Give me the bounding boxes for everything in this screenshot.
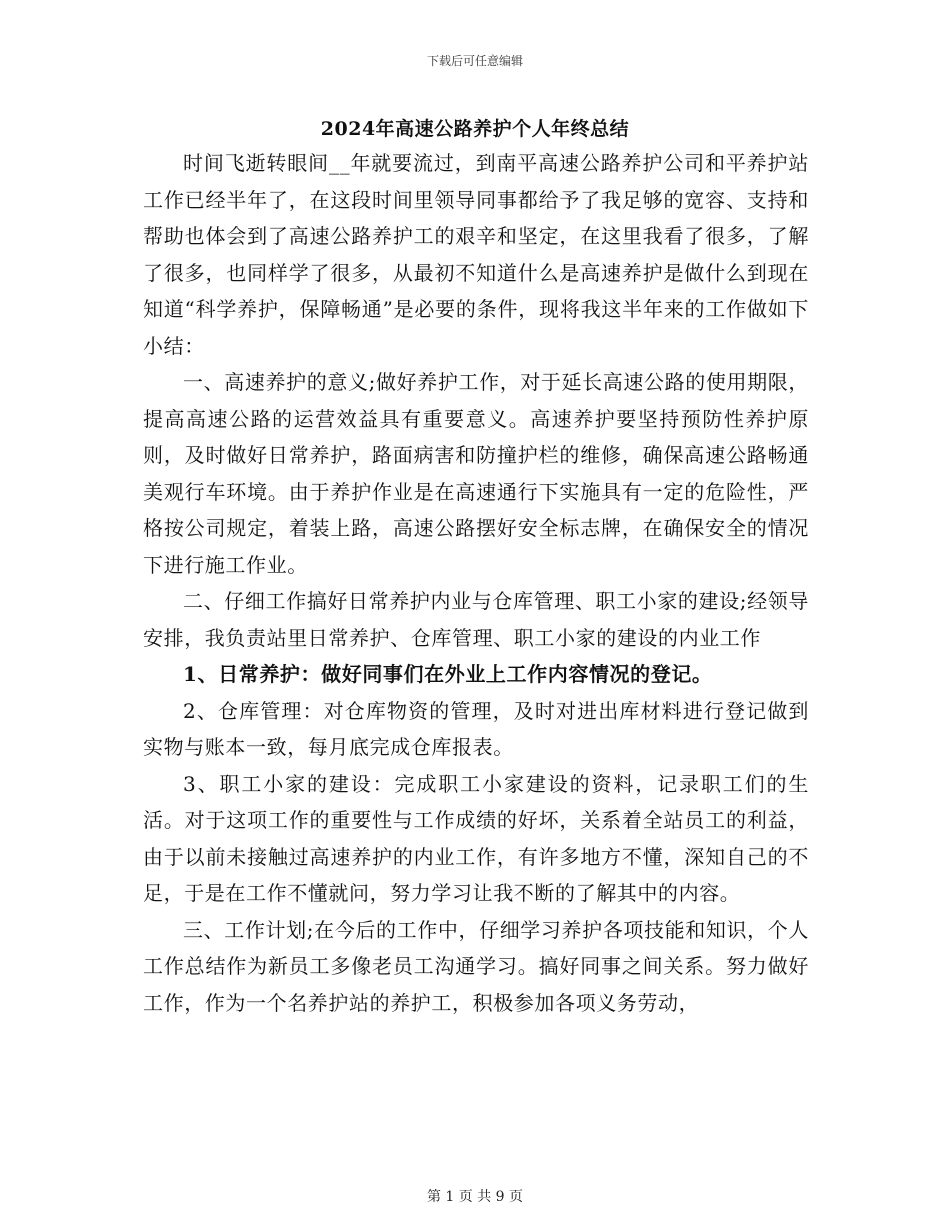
document-body xyxy=(143,145,809,1021)
paragraph-item-3: 3、职工小家的建设：完成职工小家建设的资料，记录职工们的生活。对于这项工作的重要性与工作成绩的好坏，关系着全站员工的利益，由于以前未接触过高速养护的内业工作，有许多地方不懂，深知自己的不足，于是在工作不懂就问，努力学习让我不断的了解其中的内容。 xyxy=(143,771,809,905)
document-title: 2024年高速公路养护个人年终总结 xyxy=(320,118,630,140)
paragraph-intro: 时间飞逝转眼间__年就要流过，到南平高速公路养护公司和平养护站工作已经半年了，在这段时间里领导同事都给予了我足够的宽容、支持和帮助也体会到了高速公路养护工的艰辛和坚定，在这里我看了很多，了解了很多，也同样学了很多，从最初不知道什么是高速养护是做什么到现在知道“科学养护，保障畅通”是必要的条件，现将我这半年来的工作做如下小结： xyxy=(143,151,809,358)
paragraph-section-3: 三、工作计划;在今后的工作中，仔细学习养护各项技能和知识，个人工作总结作为新员工多像老员工沟通学习。搞好同事之间关系。努力做好工作，作为一个名养护站的养护工，积极参加各项义务劳动， xyxy=(143,917,809,1015)
paragraph-section-2: 二、仔细工作搞好日常养护内业与仓库管理、职工小家的建设;经领导安排，我负责站里日常养护、仓库管理、职工小家的建设的内业工作 xyxy=(143,589,809,650)
paragraph-item-2: 2、仓库管理：对仓库物资的管理，及时对进出库材料进行登记做到实物与账本一致，每月底完成仓库报表。 xyxy=(143,698,809,759)
page-footer: 第 1 页 共 9 页 xyxy=(426,1189,524,1205)
header-note: 下载后可任意编辑 xyxy=(426,54,523,68)
paragraph-item-1: 1、日常养护：做好同事们在外业上工作内容情况的登记。 xyxy=(183,662,713,686)
paragraph-section-1: 一、高速养护的意义;做好养护工作，对于延长高速公路的使用期限，提高高速公路的运营效益具有重要意义。高速养护要坚持预防性养护原则，及时做好日常养护，路面病害和防撞护栏的维修，确保高速公路畅通美观行车环境。由于养护作业是在高速通行下实施具有一定的危险性，严格按公司规定，着装上路，高速公路摆好安全标志牌，在确保安全的情况下进行施工作业。 xyxy=(143,370,809,577)
